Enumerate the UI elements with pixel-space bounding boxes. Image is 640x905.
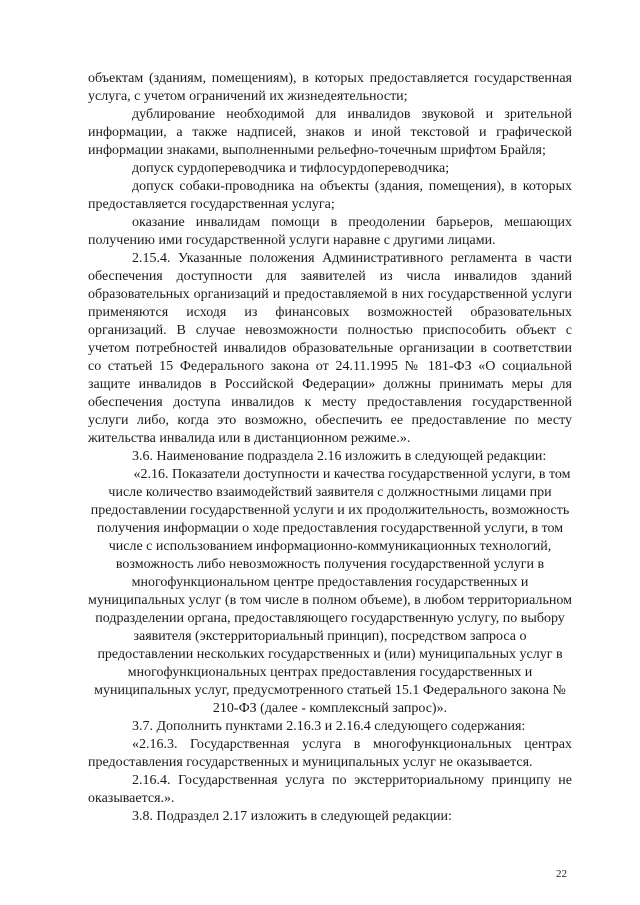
paragraph-sign-interpreter: допуск сурдопереводчика и тифлосурдопереводчика;: [132, 161, 450, 176]
paragraph-accessibility-objects: объектам (зданиям, помещениям), в которых предоставляется государственная услуга, с учетом ограничений их жизнедеятельности;: [88, 71, 572, 104]
page-number: 22: [556, 868, 567, 880]
paragraph-3-7: 3.7. Дополнить пунктами 2.16.3 и 2.16.4 следующего содержания:: [132, 719, 526, 734]
paragraph-assistance: оказание инвалидам помощи в преодолении барьеров, мешающих получению ими государственной услуги наравне с другими лицами.: [88, 215, 572, 248]
paragraph-2-16-3: «2.16.3. Государственная услуга в многофункциональных центрах предоставления государственных и муниципальных услуг не оказывается.: [88, 737, 572, 770]
paragraph-2-16-quote: «2.16. Показатели доступности и качества государственной услуги, в том числе количество взаимодействий заявителя с должностными лицами при предоставлении государственной услуги и их продолжительность, возможность получения информации о ходе предоставления государственной услуги, в том числе с использованием информационно-коммуникационных технологий, возможность либо невозможность получения государственной услуги в многофункциональном центре предоставления государственных и муниципальных услуг (в том числе в полном объеме), в любом территориальном подразделении органа, предоставляющего государственную услугу, по выбору заявителя (экстерриториальный принцип), посредством запроса о предоставлении нескольких государственных и (или) муниципальных услуг в многофункциональных центрах предоставления государственных и муниципальных услуг, предусмотренного статьей 15.1 Федерального закона № 210-ФЗ (далее - комплексный запрос)».: [88, 467, 572, 716]
paragraph-guide-dog: допуск собаки-проводника на объекты (здания, помещения), в которых предоставляется государственная услуга;: [88, 179, 572, 212]
paragraph-2-16-4: 2.16.4. Государственная услуга по экстерриториальному принципу не оказывается.».: [88, 773, 572, 806]
paragraph-braille-duplication: дублирование необходимой для инвалидов звуковой и зрительной информации, а также надписей, знаков и иной текстовой и графической информации знаками, выполненными рельефно-точечным шрифтом Брайля;: [88, 107, 572, 158]
paragraph-3-6: 3.6. Наименование подраздела 2.16 изложить в следующей редакции:: [132, 449, 547, 464]
document-page: [88, 70, 572, 826]
paragraph-2-15-4: 2.15.4. Указанные положения Административного регламента в части обеспечения доступности для заявителей из числа инвалидов зданий образовательных организаций и предоставляемой в них государственной услуги применяются исходя из финансовых возможностей образовательных организаций. В случае невозможности полностью приспособить объект с учетом потребностей инвалидов образовательные организации в соответствии со статьей 15 Федерального закона от 24.11.1995 № 181-ФЗ «О социальной защите инвалидов в Российской Федерации» должны принимать меры для обеспечения доступа инвалидов к месту предоставления государственной услуги либо, когда это возможно, обеспечить ее предоставление по месту жительства инвалида или в дистанционном режиме.».: [88, 251, 572, 446]
paragraph-3-8: 3.8. Подраздел 2.17 изложить в следующей редакции:: [132, 809, 452, 824]
